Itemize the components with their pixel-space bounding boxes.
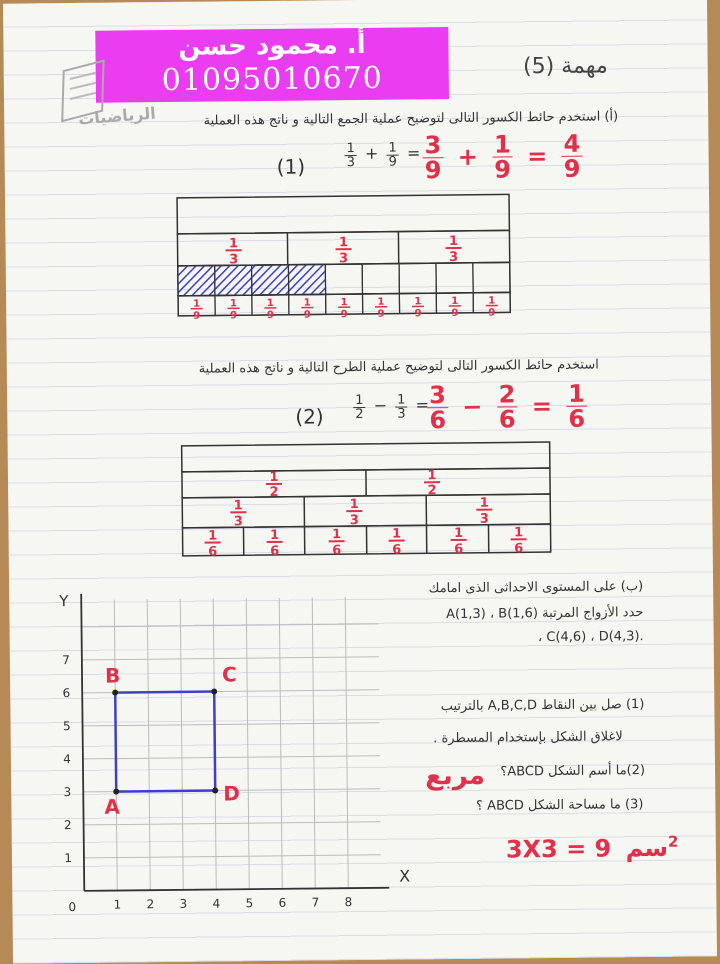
ninth-label-num: 1 bbox=[267, 298, 274, 309]
svg-text:1: 1 bbox=[480, 496, 489, 511]
ninth-cell bbox=[215, 265, 252, 295]
task-title: مهمة (5) bbox=[523, 53, 608, 79]
origin-label: 0 bbox=[68, 900, 76, 914]
svg-text:3: 3 bbox=[234, 514, 243, 529]
area-unit-exponent: 2 bbox=[668, 833, 679, 851]
y-tick-label: 7 bbox=[62, 653, 70, 667]
grid-v bbox=[147, 599, 150, 890]
x-axis-label: X bbox=[399, 866, 410, 885]
svg-text:1: 1 bbox=[392, 527, 401, 542]
area-unit: سم bbox=[626, 834, 669, 862]
part-a2-instruction: استخدم حائط الكسور التالى لتوضيح عملية الطرح التالية و ناتج هذه العملية bbox=[199, 357, 599, 376]
x-tick-label: 1 bbox=[114, 898, 122, 912]
svg-text:6: 6 bbox=[514, 541, 523, 556]
equation-2-printed: $\frac{1}{2}$ − $\frac{1}{3}$ = bbox=[353, 393, 429, 421]
svg-text:3: 3 bbox=[229, 252, 238, 267]
ninths-cells bbox=[178, 262, 511, 321]
ninth-label-num: 1 bbox=[230, 298, 237, 309]
logo bbox=[43, 50, 194, 142]
graph-axes bbox=[81, 591, 389, 891]
ninth-label-den: 9 bbox=[488, 308, 495, 319]
y-tick-label: 2 bbox=[64, 818, 72, 832]
grid-v bbox=[279, 598, 282, 889]
grid-v bbox=[246, 598, 249, 889]
grid-h bbox=[84, 855, 381, 858]
ninth-label-den: 9 bbox=[267, 310, 274, 321]
ninth-label-num: 1 bbox=[414, 296, 421, 307]
svg-text:1: 1 bbox=[339, 235, 348, 250]
part-a-instruction: (أ) استخدم حائط الكسور التالى لتوضيح عملية الجمع التالية و ناتج هذه العملية bbox=[204, 109, 619, 128]
grid-h bbox=[83, 723, 380, 726]
svg-text:6: 6 bbox=[270, 544, 279, 559]
fraction-wall-1 bbox=[173, 190, 514, 320]
ninth-cell bbox=[288, 264, 325, 294]
x-tick-label: 6 bbox=[279, 896, 287, 910]
logo-graphic bbox=[43, 50, 194, 142]
ninth-cell bbox=[473, 262, 510, 292]
x-axis bbox=[84, 888, 389, 891]
x-tick-label: 5 bbox=[246, 896, 254, 910]
grid-h bbox=[82, 657, 379, 660]
point-labels bbox=[103, 662, 240, 818]
svg-text:1: 1 bbox=[350, 497, 359, 512]
svg-text:6: 6 bbox=[392, 543, 401, 558]
x-tick-label: 4 bbox=[213, 896, 221, 910]
fraction-one-half: $\frac{1}{2}$ bbox=[353, 394, 366, 421]
ninth-label-num: 1 bbox=[451, 296, 458, 307]
point-label-c: C bbox=[222, 662, 237, 686]
grid-h bbox=[83, 756, 380, 759]
svg-text:1: 1 bbox=[514, 525, 523, 540]
ninth-cell bbox=[252, 265, 289, 295]
part-b-intro: (ب) على المستوى الاحداثى الذى امامك bbox=[429, 579, 644, 596]
part-b-line3: ، C(4,6) ، D(4,3). bbox=[538, 629, 644, 645]
ninth-label-den: 9 bbox=[378, 309, 385, 320]
svg-text:1: 1 bbox=[449, 234, 458, 249]
svg-text:3: 3 bbox=[449, 250, 458, 265]
fraction-one-third-2: $\frac{1}{3}$ bbox=[395, 393, 408, 420]
ninth-label-num: 1 bbox=[304, 298, 311, 309]
svg-text:3: 3 bbox=[339, 251, 348, 266]
equation-1-printed: $\frac{1}{3}$ + $\frac{1}{9}$ = bbox=[344, 141, 420, 169]
part-b-q2: (2)ما أسم الشكل ABCD؟ bbox=[500, 763, 645, 780]
y-axis-label: Y bbox=[58, 592, 69, 610]
part-b-q3: (3) ما مساحة الشكل ABCD ؟ bbox=[476, 797, 643, 814]
point-label-d: D bbox=[223, 781, 240, 805]
svg-text:6: 6 bbox=[454, 542, 463, 557]
grid-v bbox=[180, 599, 183, 890]
part-b-line2: حدد الأزواج المرتبة A(1,3) ، B(1,6) bbox=[446, 605, 643, 622]
svg-text:6: 6 bbox=[208, 544, 217, 559]
svg-text:1: 1 bbox=[454, 526, 463, 541]
ninth-label-den: 9 bbox=[304, 310, 311, 321]
ninth-label-den: 9 bbox=[193, 311, 200, 322]
grid-v bbox=[345, 597, 348, 888]
ninth-cell bbox=[399, 263, 436, 293]
logo-text: الرياضيات bbox=[78, 103, 157, 128]
ninth-cell bbox=[362, 264, 399, 294]
svg-text:1: 1 bbox=[208, 528, 217, 543]
point-marker bbox=[212, 788, 218, 794]
part-b-answer-2: مربع bbox=[425, 761, 485, 792]
y-tick-label: 1 bbox=[64, 851, 72, 865]
x-tick-label: 7 bbox=[312, 895, 320, 909]
square-outline bbox=[115, 692, 215, 792]
svg-text:3: 3 bbox=[480, 512, 489, 527]
ninth-label-num: 1 bbox=[341, 297, 348, 308]
ninth-label-den: 9 bbox=[341, 309, 348, 320]
ninth-cell bbox=[178, 266, 215, 296]
fraction-wall-2 bbox=[178, 438, 557, 568]
graph-tick-labels bbox=[58, 589, 410, 915]
point-marker bbox=[112, 690, 118, 696]
point-marker bbox=[211, 689, 217, 695]
teacher-name: أ. محمود حسن bbox=[95, 27, 448, 65]
svg-text:2: 2 bbox=[270, 485, 279, 500]
svg-text:1: 1 bbox=[270, 528, 279, 543]
worksheet-paper bbox=[3, 0, 717, 964]
grid-v bbox=[312, 598, 315, 889]
grid-h bbox=[84, 822, 381, 825]
svg-text:1: 1 bbox=[234, 498, 243, 513]
ninth-label-num: 1 bbox=[193, 299, 200, 310]
fraction-one-ninth: $\frac{1}{9}$ bbox=[386, 142, 399, 169]
part-b-q1: (1) صل بين النقاط A,B,C,D بالترتيب bbox=[441, 697, 645, 714]
svg-text:2: 2 bbox=[428, 483, 437, 498]
x-tick-label: 8 bbox=[345, 895, 353, 909]
part-b-q1b: لاغلاق الشكل بإستخدام المسطرة . bbox=[433, 729, 623, 746]
equation-2-handwritten-answer: $\frac{3}{6}$ − $\frac{2}{6}$ = $\frac{1}{6}$ bbox=[427, 382, 587, 433]
ninth-label-num: 1 bbox=[377, 297, 384, 308]
svg-text:3: 3 bbox=[350, 513, 359, 528]
fraction-one-third: $\frac{1}{3}$ bbox=[344, 142, 357, 169]
ninth-label-den: 9 bbox=[230, 310, 237, 321]
graph-grid bbox=[81, 597, 381, 891]
y-axis bbox=[81, 594, 84, 891]
y-tick-label: 6 bbox=[63, 686, 71, 700]
y-tick-label: 5 bbox=[63, 719, 71, 733]
point-label-a: A bbox=[104, 795, 120, 819]
svg-text:1: 1 bbox=[269, 470, 278, 485]
point-label-b: B bbox=[105, 664, 121, 688]
third-label: 1 bbox=[229, 236, 238, 251]
ninth-label-num: 1 bbox=[488, 296, 495, 307]
svg-text:6: 6 bbox=[332, 543, 341, 558]
equation-2-number: (2) bbox=[295, 404, 324, 428]
y-tick-label: 3 bbox=[64, 785, 72, 799]
teacher-phone: 01095010670 bbox=[96, 61, 449, 99]
svg-text:1: 1 bbox=[427, 468, 436, 483]
part-b-answer-3: 3X3 = 9 سم$^2$ bbox=[506, 833, 679, 864]
x-tick-label: 2 bbox=[147, 897, 155, 911]
equation-1-handwritten-answer: $\frac{3}{9}$ + $\frac{1}{9}$ = $\frac{4}{9}$ bbox=[422, 132, 582, 183]
ninth-label-den: 9 bbox=[451, 308, 458, 319]
x-tick-label: 3 bbox=[180, 897, 188, 911]
coordinate-plane bbox=[45, 588, 408, 922]
ninth-cell bbox=[325, 264, 362, 294]
ninth-label-den: 9 bbox=[414, 308, 421, 319]
equation-1-number: (1) bbox=[277, 155, 306, 179]
ninth-cell bbox=[436, 263, 473, 293]
grid-h bbox=[82, 624, 379, 627]
square-abcd bbox=[112, 689, 218, 795]
svg-text:1: 1 bbox=[332, 527, 341, 542]
y-tick-label: 4 bbox=[63, 752, 71, 766]
